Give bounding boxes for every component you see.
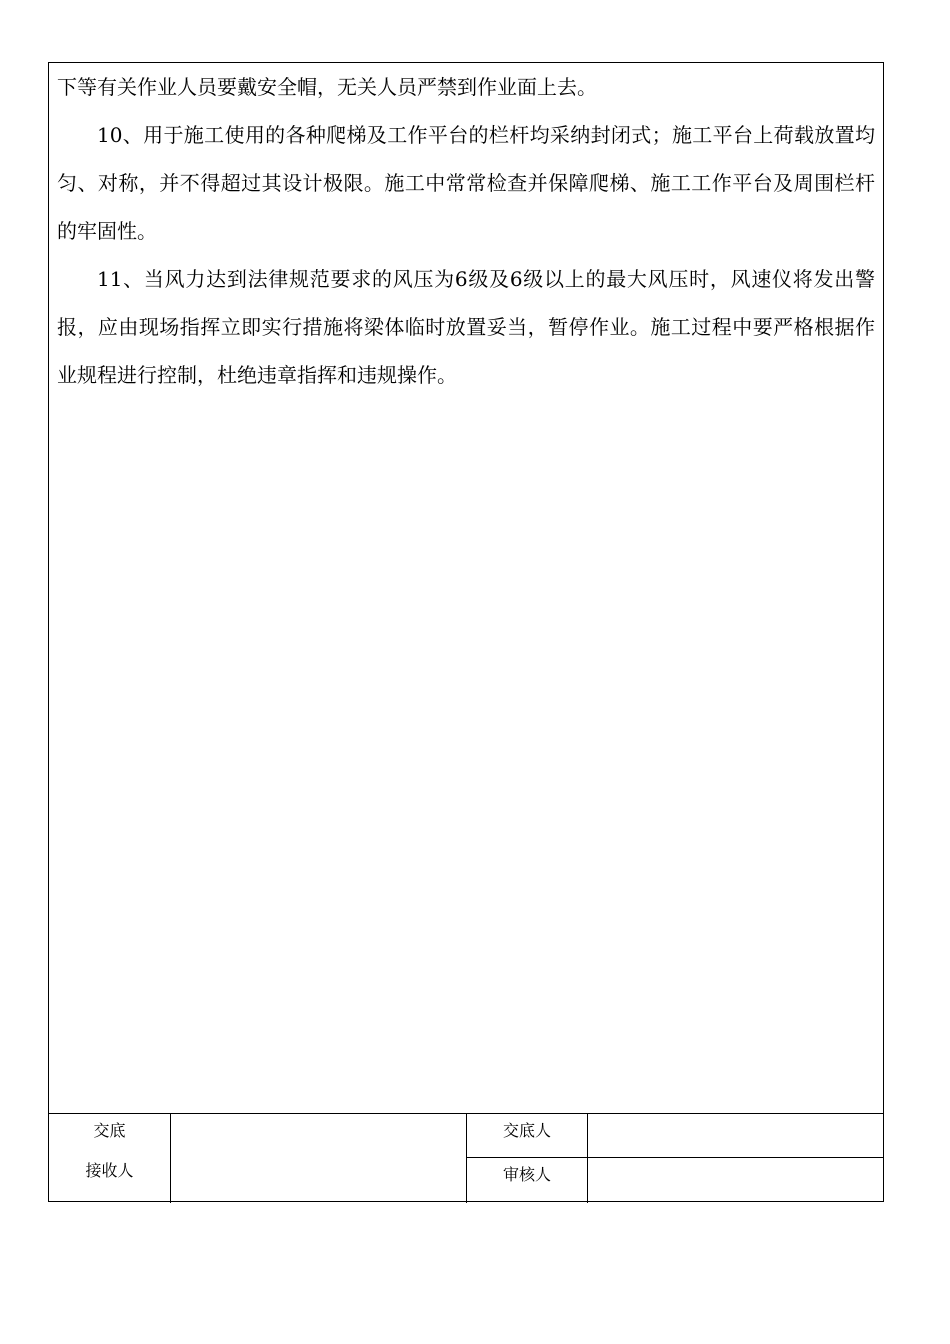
document-frame: [48, 62, 884, 1202]
paragraph-item-10: 10、用于施工使用的各种爬梯及工作平台的栏杆均采纳封闭式；施工平台上荷载放置均匀、对称，并不得超过其设计极限。施工中常常检查并保障爬梯、施工工作平台及周围栏杆的牢固性。: [57, 123, 875, 243]
giver-label: 交底人: [467, 1114, 588, 1158]
reviewer-signature-field[interactable]: [588, 1158, 883, 1203]
receiver-signature-field[interactable]: [171, 1114, 467, 1203]
paragraph-continuation: 下等有关作业人员要戴安全帽，无关人员严禁到作业面上去。: [57, 75, 597, 99]
receiver-label-line1: 交底: [93, 1121, 126, 1140]
receiver-label-cell: [49, 1114, 171, 1203]
signature-table: [49, 1113, 883, 1203]
document-body: [57, 63, 875, 399]
giver-signature-field[interactable]: [588, 1114, 883, 1158]
paragraph-item-11: 11、当风力达到法律规范要求的风压为6级及6级以上的最大风压时，风速仪将发出警报，应由现场指挥立即实行措施将梁体临时放置妥当，暂停作业。施工过程中要严格根据作业规程进行控制，杜绝违章指挥和违规操作。: [57, 267, 875, 387]
receiver-label-line2: 接收人: [85, 1161, 134, 1180]
reviewer-label: 审核人: [467, 1158, 588, 1203]
